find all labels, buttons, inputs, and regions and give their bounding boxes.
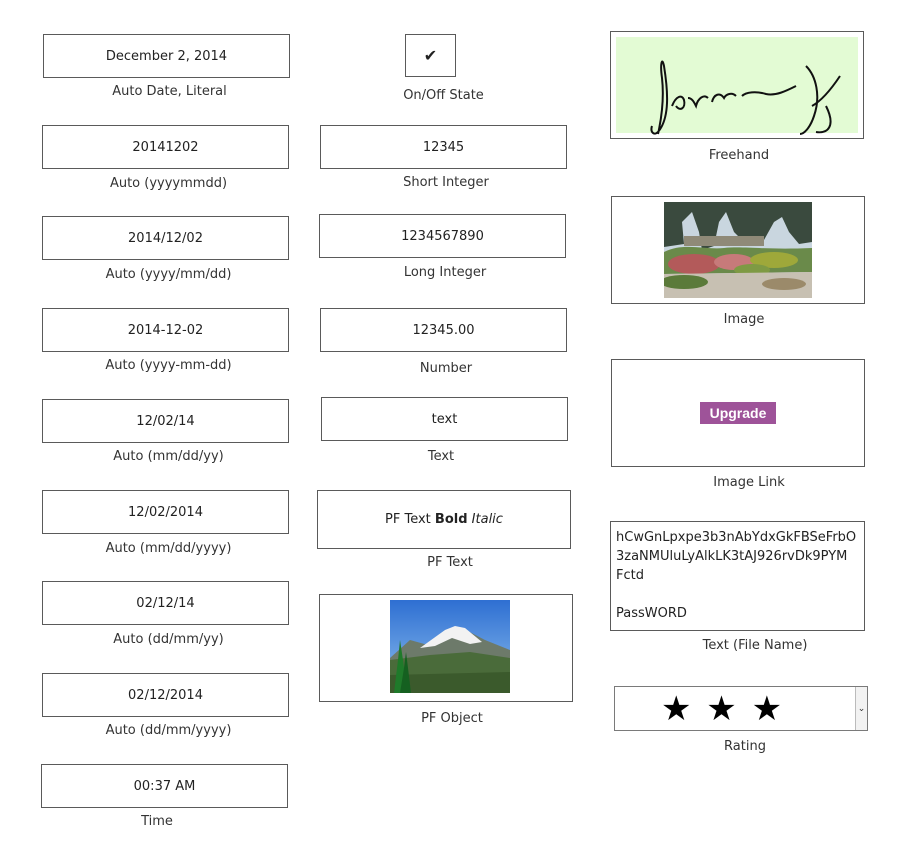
mountain-landscape-icon — [390, 600, 510, 693]
file-name-label: Text (File Name) — [702, 638, 808, 653]
auto-ddmmyy-field[interactable] — [42, 581, 289, 625]
time-label: Time — [141, 814, 173, 829]
auto-yyyy-dash-value: 2014-12-02 — [127, 322, 204, 338]
pf-text-italic: Italic — [471, 512, 503, 527]
rating-select[interactable] — [614, 686, 868, 731]
auto-mmddyy-value: 12/02/14 — [136, 413, 195, 429]
auto-mmddyyyy-field[interactable] — [42, 490, 289, 534]
auto-yyyy-slash-field[interactable] — [42, 216, 289, 260]
auto-yyyy-dash-field[interactable] — [42, 308, 289, 352]
text-value: text — [431, 411, 458, 427]
long-integer-value: 1234567890 — [401, 228, 484, 244]
auto-mmddyyyy-label: Auto (mm/dd/yyyy) — [105, 541, 232, 556]
auto-ddmmyy-value: 02/12/14 — [136, 595, 195, 611]
garden-photo-icon — [664, 202, 812, 298]
pf-text-bold: Bold — [434, 512, 468, 527]
auto-ddmmyy-label: Auto (dd/mm/yy) — [113, 632, 224, 647]
short-integer-field[interactable] — [320, 125, 567, 169]
auto-date-literal-label: Auto Date, Literal — [112, 84, 227, 99]
freehand-label: Freehand — [708, 148, 770, 163]
file-name-line-4 — [616, 585, 859, 604]
upgrade-button[interactable]: Upgrade — [700, 402, 777, 424]
number-field[interactable] — [320, 308, 567, 352]
time-value: 00:37 AM — [133, 778, 196, 794]
auto-ddmmyyyy-value: 02/12/2014 — [128, 687, 203, 703]
short-integer-value: 12345 — [422, 139, 465, 155]
image-label: Image — [723, 312, 765, 327]
auto-yyyymmdd-field[interactable] — [42, 125, 289, 169]
pf-object-label: PF Object — [421, 711, 483, 726]
pf-text-label: PF Text — [427, 555, 473, 570]
auto-yyyy-dash-label: Auto (yyyy-mm-dd) — [105, 358, 232, 373]
number-label: Number — [419, 361, 473, 376]
time-field[interactable] — [41, 764, 288, 808]
number-value: 12345.00 — [412, 322, 475, 338]
short-integer-label: Short Integer — [403, 175, 489, 190]
onoff-checkbox[interactable] — [405, 34, 456, 77]
file-name-line-1: hCwGnLpxpe3b3nAbYdxGkFBSeFrbO — [616, 530, 857, 545]
auto-yyyy-slash-label: Auto (yyyy/mm/dd) — [105, 267, 232, 282]
auto-mmddyy-field[interactable] — [42, 399, 289, 443]
file-name-line-3: Fctd — [616, 568, 644, 583]
auto-yyyymmdd-value: 20141202 — [132, 139, 199, 155]
signature-icon — [616, 36, 860, 136]
onoff-label: On/Off State — [403, 88, 484, 103]
auto-mmddyy-label: Auto (mm/dd/yy) — [113, 449, 224, 464]
auto-mmddyyyy-value: 12/02/2014 — [128, 504, 203, 520]
checkmark-icon: ✔ — [423, 46, 438, 65]
auto-date-literal-field[interactable] — [43, 34, 290, 78]
long-integer-label: Long Integer — [403, 265, 487, 280]
auto-yyyy-slash-value: 2014/12/02 — [128, 230, 203, 246]
freehand-field[interactable] — [610, 31, 864, 139]
image-link-label: Image Link — [713, 475, 785, 490]
auto-yyyymmdd-label: Auto (yyyymmdd) — [109, 176, 228, 191]
star-rating-icon: ★ ★ ★ — [661, 689, 785, 729]
file-name-text[interactable] — [610, 521, 865, 631]
rating-label: Rating — [724, 739, 766, 754]
long-integer-field[interactable] — [319, 214, 566, 258]
pf-object-field[interactable] — [319, 594, 573, 702]
auto-ddmmyyyy-label: Auto (dd/mm/yyyy) — [105, 723, 232, 738]
file-name-line-5: PassWORD — [616, 606, 687, 621]
chevron-updown-icon[interactable]: ⌄ — [855, 687, 867, 730]
auto-ddmmyyyy-field[interactable] — [42, 673, 289, 717]
text-field[interactable] — [321, 397, 568, 441]
image-link-field[interactable] — [611, 359, 865, 467]
pf-text-plain: PF Text — [385, 512, 431, 527]
image-field[interactable] — [611, 196, 865, 304]
file-name-line-2: 3zaNMUluLyAlkLK3tAJ926rvDk9PYM — [616, 549, 848, 564]
auto-date-literal-value: December 2, 2014 — [105, 48, 228, 64]
text-label: Text — [427, 449, 455, 464]
pf-text-field[interactable] — [317, 490, 571, 549]
